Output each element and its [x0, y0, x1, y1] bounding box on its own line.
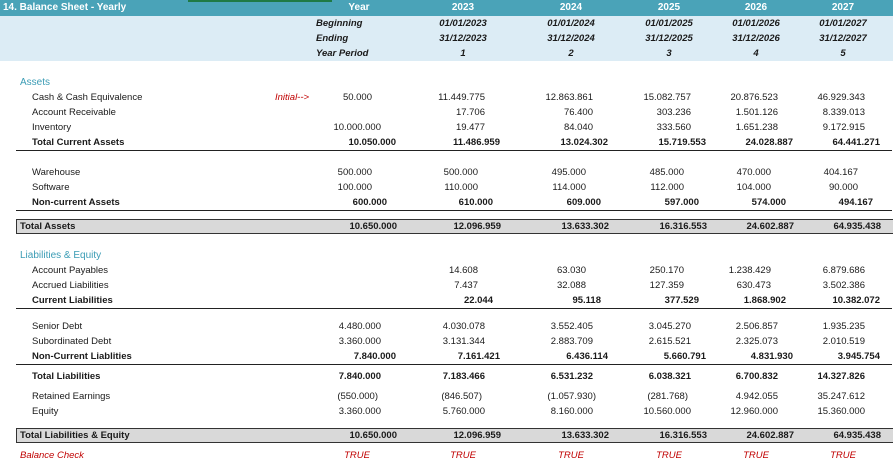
value-2025: 127.359	[649, 280, 684, 291]
value-2023: 4.030.078	[442, 321, 485, 332]
value-2024: 609.000	[566, 197, 601, 208]
value-2025: (281.768)	[647, 391, 688, 402]
period-number: 4	[753, 48, 759, 59]
initial-value: 100.000	[337, 182, 372, 193]
cell-selection-indicator[interactable]	[188, 0, 332, 2]
period-label: Year Period	[316, 48, 369, 59]
row-payables	[0, 264, 893, 279]
row-balance-check	[0, 449, 893, 464]
row-retained-earnings	[0, 390, 893, 405]
value-2026: 1.501.126	[735, 107, 778, 118]
value-2023: 3.131.344	[442, 336, 485, 347]
row-label: Non-current Assets	[32, 197, 120, 208]
row-current-liabilities	[16, 294, 892, 309]
value-2027: 2.010.519	[822, 336, 865, 347]
value-2026: 1.651.238	[735, 122, 778, 133]
value-2025: 112.000	[650, 182, 684, 193]
value-2026: 104.000	[736, 182, 771, 193]
value-2026: 4.831.930	[750, 351, 793, 362]
value-2026: 1.238.429	[728, 265, 771, 276]
value-2023: 11.449.775	[438, 92, 485, 103]
value-2025: 333.560	[656, 122, 691, 133]
year-2025: 2025	[657, 2, 681, 13]
value-2025: 6.038.321	[648, 371, 691, 382]
initial-value: 3.360.000	[338, 406, 381, 417]
year-label: Year	[348, 2, 370, 13]
row-label: Account Receivable	[32, 107, 116, 118]
row-label: Total Liabilities	[32, 371, 101, 382]
value-2027: 64.441.271	[832, 137, 880, 148]
value-2023: 610.000	[458, 197, 493, 208]
value-2026: 20.876.523	[730, 92, 778, 103]
row-label: Total Liabilities & Equity	[20, 430, 130, 441]
value-2025: 250.170	[649, 265, 684, 276]
value-2026: 574.000	[751, 197, 786, 208]
row-label: Total Assets	[20, 221, 76, 232]
row-label: Inventory	[32, 122, 72, 133]
row-label: Balance Check	[20, 450, 84, 461]
row-label: Non-Current Liablities	[32, 351, 132, 362]
initial-value: 10.650.000	[349, 221, 397, 232]
value-2026: 24.028.887	[745, 137, 793, 148]
value-2024: 13.024.302	[560, 137, 608, 148]
value-2024: 6.531.232	[550, 371, 593, 382]
value-2025: 16.316.553	[659, 430, 707, 441]
row-label: Equity	[32, 406, 59, 417]
value-2023: 19.477	[455, 122, 485, 133]
year-2027: 2027	[831, 2, 855, 13]
beginning-label: Beginning	[316, 18, 363, 29]
value-2027: 1.935.235	[822, 321, 865, 332]
value-2027: 3.945.754	[837, 351, 880, 362]
beginning-date: 01/01/2025	[645, 18, 693, 29]
value-2024: 2.883.709	[550, 336, 593, 347]
ending-date: 31/12/2023	[439, 33, 487, 44]
value-2023: 17.706	[455, 107, 485, 118]
value-2025: 5.660.791	[663, 351, 706, 362]
value-2024: 3.552.405	[550, 321, 593, 332]
row-senior-debt	[0, 320, 893, 335]
initial-value: (550.000)	[337, 391, 378, 402]
row-accrued	[0, 279, 893, 294]
initial-value: 10.050.000	[348, 137, 396, 148]
row-inventory	[0, 121, 893, 136]
value-2023: 12.096.959	[453, 221, 501, 232]
value-2024: 495.000	[551, 167, 586, 178]
year-2024: 2024	[559, 2, 583, 13]
value-2027: 90.000	[828, 182, 858, 193]
ending-label: Ending	[316, 33, 349, 44]
initial-value: 500.000	[337, 167, 372, 178]
value-2025: 15.082.757	[643, 92, 691, 103]
sheet-title: 14. Balance Sheet - Yearly	[3, 2, 127, 13]
initial-value: 3.360.000	[338, 336, 381, 347]
check-2026: TRUE	[743, 450, 769, 461]
check-2025: TRUE	[656, 450, 682, 461]
period-header	[0, 16, 893, 61]
beginning-date: 01/01/2023	[439, 18, 487, 29]
check-2027: TRUE	[830, 450, 856, 461]
period-number: 5	[840, 48, 846, 59]
value-2025: 2.615.521	[648, 336, 691, 347]
initial-value: 50.000	[342, 92, 372, 103]
value-2023: 110.000	[444, 182, 478, 193]
value-2024: 6.436.114	[566, 351, 608, 362]
value-2027: 15.360.000	[817, 406, 865, 417]
period-number: 3	[666, 48, 672, 59]
value-2024: 114.000	[552, 182, 586, 193]
value-2023: 7.183.466	[442, 371, 485, 382]
value-2024: 12.863.861	[545, 92, 593, 103]
value-2025: 303.236	[656, 107, 691, 118]
row-receivable	[0, 106, 893, 121]
year-2026: 2026	[744, 2, 768, 13]
value-2027: 8.339.013	[822, 107, 865, 118]
row-subordinated-debt	[0, 335, 893, 350]
value-2027: 3.502.386	[822, 280, 865, 291]
row-label: Subordinated Debt	[32, 336, 112, 347]
value-2024: 63.030	[556, 265, 586, 276]
value-2023: 500.000	[443, 167, 478, 178]
value-2027: 494.167	[838, 197, 873, 208]
row-warehouse	[0, 166, 893, 181]
initial-check: TRUE	[344, 450, 370, 461]
row-total-liabilities	[0, 370, 893, 385]
value-2027: 9.172.915	[822, 122, 865, 133]
value-2023: (846.507)	[441, 391, 482, 402]
value-2026: 24.602.887	[746, 221, 794, 232]
beginning-date: 01/01/2026	[732, 18, 780, 29]
initial-value: 4.480.000	[338, 321, 381, 332]
row-noncurrent-liabilities	[16, 350, 892, 365]
value-2027: 64.935.438	[833, 430, 881, 441]
value-2025: 10.560.000	[643, 406, 691, 417]
check-2023: TRUE	[450, 450, 476, 461]
row-noncurrent-assets	[16, 196, 892, 211]
value-2024: 8.160.000	[550, 406, 593, 417]
value-2024: 13.633.302	[561, 221, 609, 232]
title-bar	[0, 0, 893, 16]
value-2027: 35.247.612	[817, 391, 865, 402]
value-2026: 2.325.073	[735, 336, 778, 347]
initial-value: 7.840.000	[353, 351, 396, 362]
row-label: Cash & Cash Equivalence	[32, 92, 143, 103]
value-2024: (1.057.930)	[547, 391, 596, 402]
row-equity	[0, 405, 893, 420]
ending-date: 31/12/2025	[645, 33, 693, 44]
row-total-current-assets	[16, 136, 892, 151]
ending-date: 31/12/2024	[547, 33, 595, 44]
initial-value: 10.000.000	[333, 122, 381, 133]
value-2023: 7.161.421	[457, 351, 500, 362]
value-2026: 2.506.857	[735, 321, 778, 332]
value-2023: 11.486.959	[452, 137, 500, 148]
value-2025: 377.529	[664, 295, 699, 306]
beginning-date: 01/01/2027	[819, 18, 867, 29]
row-cash	[0, 91, 893, 106]
value-2026: 1.868.902	[743, 295, 786, 306]
row-label: Warehouse	[32, 167, 81, 178]
value-2023: 5.760.000	[442, 406, 485, 417]
value-2027: 10.382.072	[832, 295, 880, 306]
value-2027: 46.929.343	[817, 92, 865, 103]
value-2024: 13.633.302	[561, 430, 609, 441]
value-2024: 95.118	[572, 295, 601, 306]
initial-value: 7.840.000	[338, 371, 381, 382]
row-label: Retained Earnings	[32, 391, 111, 402]
value-2026: 470.000	[736, 167, 771, 178]
row-label: Account Payables	[32, 265, 109, 276]
value-2027: 404.167	[823, 167, 858, 178]
value-2025: 597.000	[664, 197, 699, 208]
value-2026: 6.700.832	[735, 371, 778, 382]
row-total-liabilities-equity	[16, 428, 893, 443]
value-2026: 630.473	[736, 280, 771, 291]
value-2024: 84.040	[563, 122, 593, 133]
value-2024: 32.088	[556, 280, 586, 291]
value-2025: 16.316.553	[659, 221, 707, 232]
row-label: Accrued Liabilities	[32, 280, 109, 291]
row-label: Current Liabilities	[32, 295, 113, 306]
beginning-date: 01/01/2024	[547, 18, 595, 29]
period-number: 1	[460, 48, 466, 59]
initial-value: 600.000	[352, 197, 387, 208]
row-label: Software	[32, 182, 70, 193]
value-2023: 12.096.959	[453, 430, 501, 441]
value-2025: 15.719.553	[658, 137, 706, 148]
value-2026: 24.602.887	[746, 430, 794, 441]
value-2023: 14.608	[448, 265, 478, 276]
value-2025: 485.000	[649, 167, 684, 178]
ending-date: 31/12/2026	[732, 33, 780, 44]
assets-section-label: Assets	[20, 77, 51, 88]
ending-date: 31/12/2027	[819, 33, 867, 44]
initial-marker: Initial-->	[275, 92, 310, 103]
liabilities-section-label: Liabilities & Equity	[20, 250, 102, 261]
value-2026: 12.960.000	[730, 406, 778, 417]
value-2027: 64.935.438	[833, 221, 881, 232]
value-2027: 14.327.826	[817, 371, 865, 382]
period-number: 2	[568, 48, 574, 59]
value-2023: 7.437	[454, 280, 478, 291]
value-2027: 6.879.686	[822, 265, 865, 276]
year-2023: 2023	[451, 2, 475, 13]
check-2024: TRUE	[558, 450, 584, 461]
row-label: Senior Debt	[32, 321, 83, 332]
row-software	[0, 181, 893, 196]
row-total-assets	[16, 219, 893, 234]
value-2026: 4.942.055	[735, 391, 778, 402]
row-label: Total Current Assets	[32, 137, 125, 148]
value-2025: 3.045.270	[648, 321, 691, 332]
initial-value: 10.650.000	[349, 430, 397, 441]
value-2024: 76.400	[563, 107, 593, 118]
value-2023: 22.044	[463, 295, 493, 306]
